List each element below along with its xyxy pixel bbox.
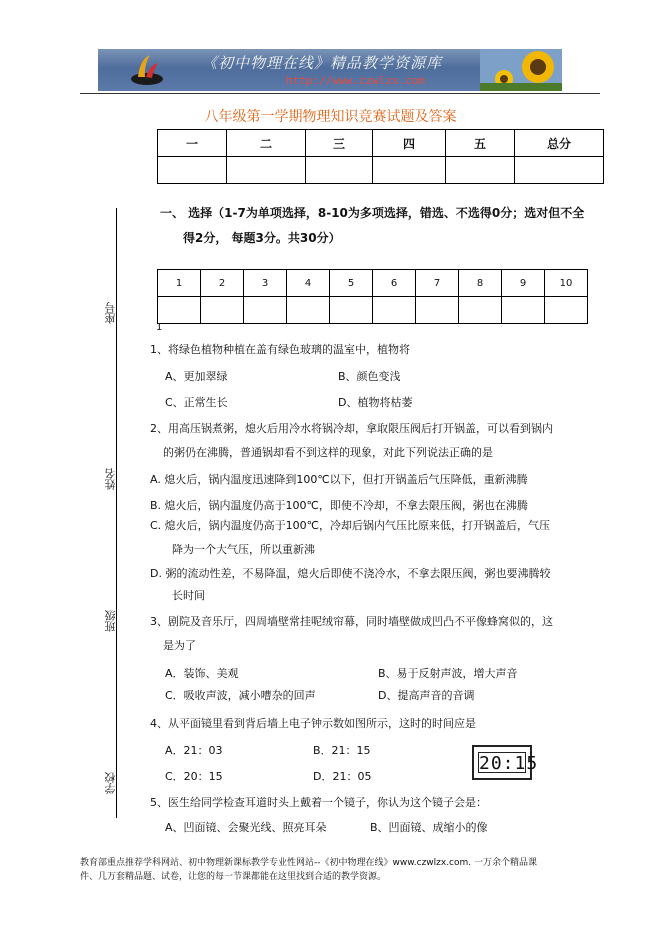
school-label: 学校 <box>104 772 117 794</box>
question-2-option-c-cont: 降为一个大气压，所以重新沸 <box>172 543 315 556</box>
answer-cell <box>201 297 244 324</box>
answer-cell <box>158 297 201 324</box>
answer-cell <box>416 297 459 324</box>
answer-number: 8 <box>459 270 502 297</box>
question-1-stem: 1、将绿色植物种植在盖有绿色玻璃的温室中，植物将 <box>150 343 410 356</box>
page-footer <box>80 856 600 884</box>
question-3-option-c: C．吸收声波，减小嘈杂的回声 <box>165 689 316 702</box>
class-label: 班级 <box>104 610 117 632</box>
score-header: 三 <box>306 130 373 157</box>
banner-title: 《初中物理在线》精品教学资源库 <box>202 54 443 72</box>
seat-number-label: 座号 <box>104 302 117 324</box>
question-1-option-d: D、植物将枯萎 <box>338 396 413 409</box>
footer-line-1: 教育部重点推荐学科网站、初中物理新课标教学专业性网站--《初中物理在线》www.czwlzx.com. 一万余个精品课 <box>80 858 538 868</box>
question-1-option-b: B、颜色变浅 <box>338 370 401 383</box>
question-5-option-a: A、凹面镜、会聚光线、照亮耳朵 <box>165 821 327 834</box>
score-table <box>157 129 604 184</box>
question-2-option-d: D. 粥的流动性差，不易降温，熄火后即使不浇冷水，不拿去限压阀，粥也要沸腾较 <box>150 567 551 580</box>
answer-number: 5 <box>330 270 373 297</box>
answer-number: 10 <box>545 270 588 297</box>
answer-cell <box>459 297 502 324</box>
binding-line <box>116 208 117 818</box>
sunflower-icon <box>480 49 562 91</box>
answer-table <box>157 269 588 324</box>
score-cell <box>446 157 515 184</box>
question-2-option-c: C. 熄火后，锅内温度仍高于100℃，冷却后锅内气压比原来低，打开锅盖后，气压 <box>150 519 551 532</box>
question-4-option-a: A．21：03 <box>165 744 223 757</box>
score-header: 一 <box>158 130 227 157</box>
question-5-option-b: B、凹面镜、成缩小的像 <box>370 821 488 834</box>
digital-clock-figure <box>472 745 539 780</box>
answer-cell <box>287 297 330 324</box>
score-header: 二 <box>227 130 306 157</box>
score-cell <box>515 157 604 184</box>
question-2-option-b: B. 熄火后，锅内温度仍高于100℃，即使不冷却，不拿去限压阀，粥也在沸腾 <box>150 499 528 512</box>
question-2-stem: 2、用高压锅煮粥，熄火后用冷水将锅冷却，拿取限压阀后打开锅盖，可以看到锅内 <box>150 422 553 435</box>
document-title: 八年级第一学期物理知识竞赛试题及答案 <box>204 109 457 125</box>
answer-cell <box>373 297 416 324</box>
question-5-stem: 5、医生给同学检查耳道时头上戴着一个镜子，你认为这个镜子会是： <box>150 796 487 809</box>
question-2-stem-cont: 的粥仍在沸腾，普通锅却看不到这样的现象，对此下列说法正确的是 <box>163 446 493 459</box>
question-1-option-a: A、更加翠绿 <box>165 370 228 383</box>
question-3-option-b: B、易于反射声波，增大声音 <box>378 667 518 680</box>
question-4-option-c: C．20：15 <box>165 770 223 783</box>
section-heading-cont: 得2分， 每题3分。共30分） <box>183 231 341 245</box>
score-cell <box>227 157 306 184</box>
score-cell <box>373 157 446 184</box>
banner-url: http://www.czwlzx.com <box>286 74 426 87</box>
clock-display: 20:15 <box>479 753 539 774</box>
header-banner <box>98 49 562 91</box>
question-4-option-b: B．21：15 <box>313 744 371 757</box>
question-3-stem: 3、剧院及音乐厅，四周墙壁常挂呢绒帘幕，同时墙壁做成凹凸不平像蜂窝似的，这 <box>150 615 553 628</box>
answer-cell <box>244 297 287 324</box>
answer-number: 7 <box>416 270 459 297</box>
footer-line-2: 件、几万套精品题、试卷，让您的每一节课都能在这里找到合适的教学资源。 <box>80 872 387 882</box>
stray-mark: 1 <box>156 322 163 333</box>
answer-cell <box>545 297 588 324</box>
question-2-option-d-cont: 长时间 <box>172 589 205 602</box>
site-logo-icon <box>128 53 166 87</box>
answer-number: 6 <box>373 270 416 297</box>
answer-cell <box>502 297 545 324</box>
answer-number: 2 <box>201 270 244 297</box>
score-cell <box>158 157 227 184</box>
question-4-option-d: D．21：05 <box>313 770 372 783</box>
score-header: 总分 <box>515 130 604 157</box>
question-2-option-a: A. 熄火后，锅内温度迅速降到100℃以下，但打开锅盖后气压降低，重新沸腾 <box>150 473 528 486</box>
answer-cell <box>330 297 373 324</box>
section-heading: 一、 选择（1-7为单项选择，8-10为多项选择，错选、不选得0分；选对但不全 <box>160 206 585 220</box>
question-1-option-c: C、正常生长 <box>165 396 228 409</box>
score-header: 四 <box>373 130 446 157</box>
question-4-stem: 4、从平面镜里看到背后墙上电子钟示数如图所示，这时的时间应是 <box>150 717 476 730</box>
score-cell <box>306 157 373 184</box>
answer-number: 4 <box>287 270 330 297</box>
name-label: 姓名 <box>104 468 117 490</box>
question-3-option-a: A．装饰、美观 <box>165 667 239 680</box>
answer-number: 9 <box>502 270 545 297</box>
question-3-stem-cont: 是为了 <box>163 639 196 652</box>
answer-number: 3 <box>244 270 287 297</box>
question-3-option-d: D、提高声音的音调 <box>378 689 475 702</box>
score-header: 五 <box>446 130 515 157</box>
answer-number: 1 <box>158 270 201 297</box>
header-rule <box>80 93 600 94</box>
